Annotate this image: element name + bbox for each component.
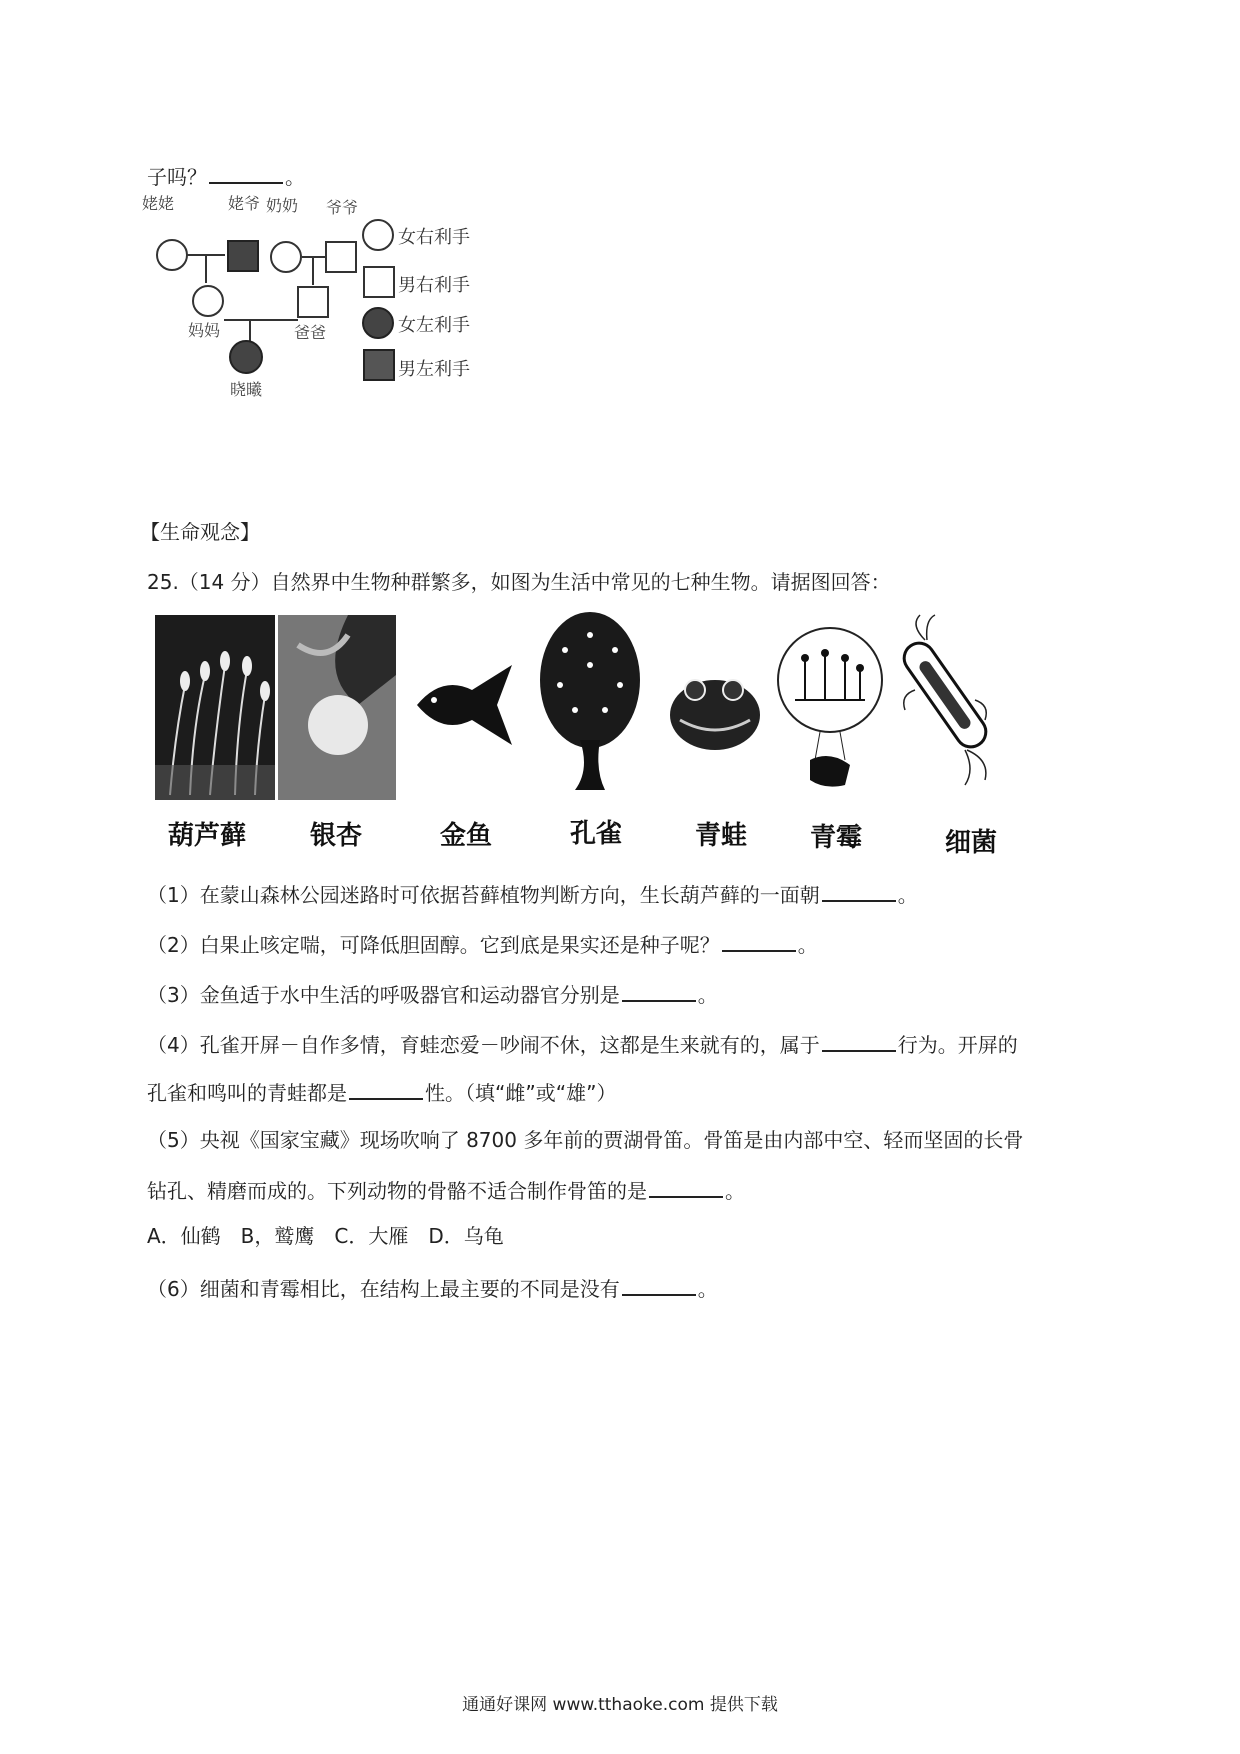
penicillium-image: [775, 620, 885, 800]
answer-options: A．仙鹤 B，鹫鹰 C．大雁 D．乌龟: [147, 1224, 504, 1248]
answer-blank[interactable]: [622, 978, 696, 1002]
sub-question-6: [147, 1272, 718, 1303]
organism-name-peacock: 孔雀: [570, 819, 623, 849]
organism-name-ginkgo: 银杏: [310, 821, 363, 851]
sub-question-text: （6）细菌和青霉相比，在结构上最主要的不同是没有: [147, 1277, 620, 1301]
answer-blank[interactable]: [349, 1076, 423, 1100]
male-left-handed-symbol: [228, 241, 258, 271]
female-right-handed-symbol: [157, 240, 187, 270]
sub-question-5: [147, 1126, 1023, 1154]
female-right-handed-symbol: [271, 242, 301, 272]
sub-question-text: 钻孔、精磨而成的。下列动物的骨骼不适合制作骨笛的是: [147, 1179, 647, 1203]
sub-question-text: 孔雀和鸣叫的青蛙都是: [147, 1081, 347, 1105]
question-stem: 25.（14 分）自然界中生物种群繁多，如图为生活中常见的七种生物。请据图回答：: [147, 570, 891, 594]
sub-question-2: [147, 928, 818, 959]
legend-female-right-symbol: [363, 220, 393, 250]
sub-question-text: （5）央视《国家宝藏》现场吹响了 8700 多年前的贾湖骨笛。骨笛是由内部中空、轻而坚固的长骨: [147, 1128, 1024, 1152]
sub-question-3: [147, 978, 718, 1009]
answer-blank[interactable]: [649, 1174, 723, 1198]
sub-question-tail: 行为。开屏的: [897, 1033, 1018, 1057]
female-left-handed-symbol: [230, 341, 262, 373]
bacterium-image: [895, 610, 995, 790]
header-line: [147, 160, 305, 191]
sub-question-4-cont: [147, 1076, 616, 1107]
organism-name-goldfish: 金鱼: [440, 821, 493, 851]
legend-label: 女左利手: [398, 315, 470, 336]
sub-question-text: （4）孔雀开屏－自作多情，育蛙恋爱－吵闹不休，这都是生来就有的，属于: [147, 1033, 820, 1057]
female-right-handed-symbol: [193, 286, 223, 316]
sub-question-tail: 。: [697, 1277, 718, 1301]
legend-label: 男左利手: [398, 359, 470, 380]
sub-question-text: （2）白果止咳定喘，可降低胆固醇。它到底是果实还是种子呢？: [147, 933, 720, 957]
sub-question-tail: 。: [725, 1179, 745, 1203]
frog-image: [665, 660, 765, 760]
sub-question-text: （1）在蒙山森林公园迷路时可依据苔藓植物判断方向，生长葫芦藓的一面朝: [147, 883, 820, 907]
header-text: 子吗？: [147, 165, 207, 189]
answer-blank[interactable]: [722, 928, 796, 952]
male-right-handed-symbol: [298, 287, 328, 317]
legend-male-left-symbol: [364, 350, 394, 380]
organism-name-moss: 葫芦藓: [168, 821, 247, 851]
organism-name-bacterium: 细菌: [945, 828, 998, 858]
label-father: 爸爸: [294, 323, 327, 342]
label-grandma-maternal: 姥姥: [142, 194, 175, 213]
peacock-image: [535, 610, 645, 795]
page-footer: 通通好课网 www.tthaoke.com 提供下载: [462, 1695, 778, 1715]
organism-name-frog: 青蛙: [695, 821, 748, 851]
pedigree-diagram: [140, 194, 540, 455]
answer-blank[interactable]: [822, 878, 896, 902]
legend-label: 女右利手: [398, 227, 470, 248]
male-right-handed-symbol: [326, 242, 356, 272]
sub-question-1: [147, 878, 918, 909]
legend-label: 男右利手: [398, 275, 470, 296]
label-mother: 妈妈: [188, 321, 221, 340]
moss-image: [155, 615, 275, 800]
answer-blank[interactable]: [822, 1028, 896, 1052]
label-grandma-paternal: 奶奶: [266, 196, 299, 215]
organism-name-penicillium: 青霉: [810, 823, 863, 853]
section-title: 【生命观念】: [140, 520, 260, 544]
sub-question-text: （3）金鱼适于水中生活的呼吸器官和运动器官分别是: [147, 983, 620, 1007]
answer-blank[interactable]: [209, 160, 283, 184]
label-child: 晓曦: [230, 380, 263, 399]
answer-blank[interactable]: [622, 1272, 696, 1296]
sub-question-5-options: [147, 1222, 504, 1250]
sub-question-5-cont: [147, 1174, 745, 1205]
legend-female-left-symbol: [363, 308, 393, 338]
label-grandpa-paternal: 爷爷: [326, 198, 359, 217]
label-grandpa-maternal: 姥爷: [228, 194, 261, 213]
sub-question-tail: 性。（填“雌”或“雄”）: [425, 1081, 617, 1105]
legend-male-right-symbol: [364, 267, 394, 297]
sub-question-tail: 。: [797, 933, 818, 957]
sub-question-4: [147, 1028, 1018, 1059]
sub-question-tail: 。: [897, 883, 918, 907]
goldfish-image: [412, 660, 522, 750]
sub-question-tail: 。: [697, 983, 718, 1007]
organism-figure: [150, 610, 1050, 860]
header-end: 。: [285, 165, 305, 189]
ginkgo-image: [278, 615, 396, 800]
